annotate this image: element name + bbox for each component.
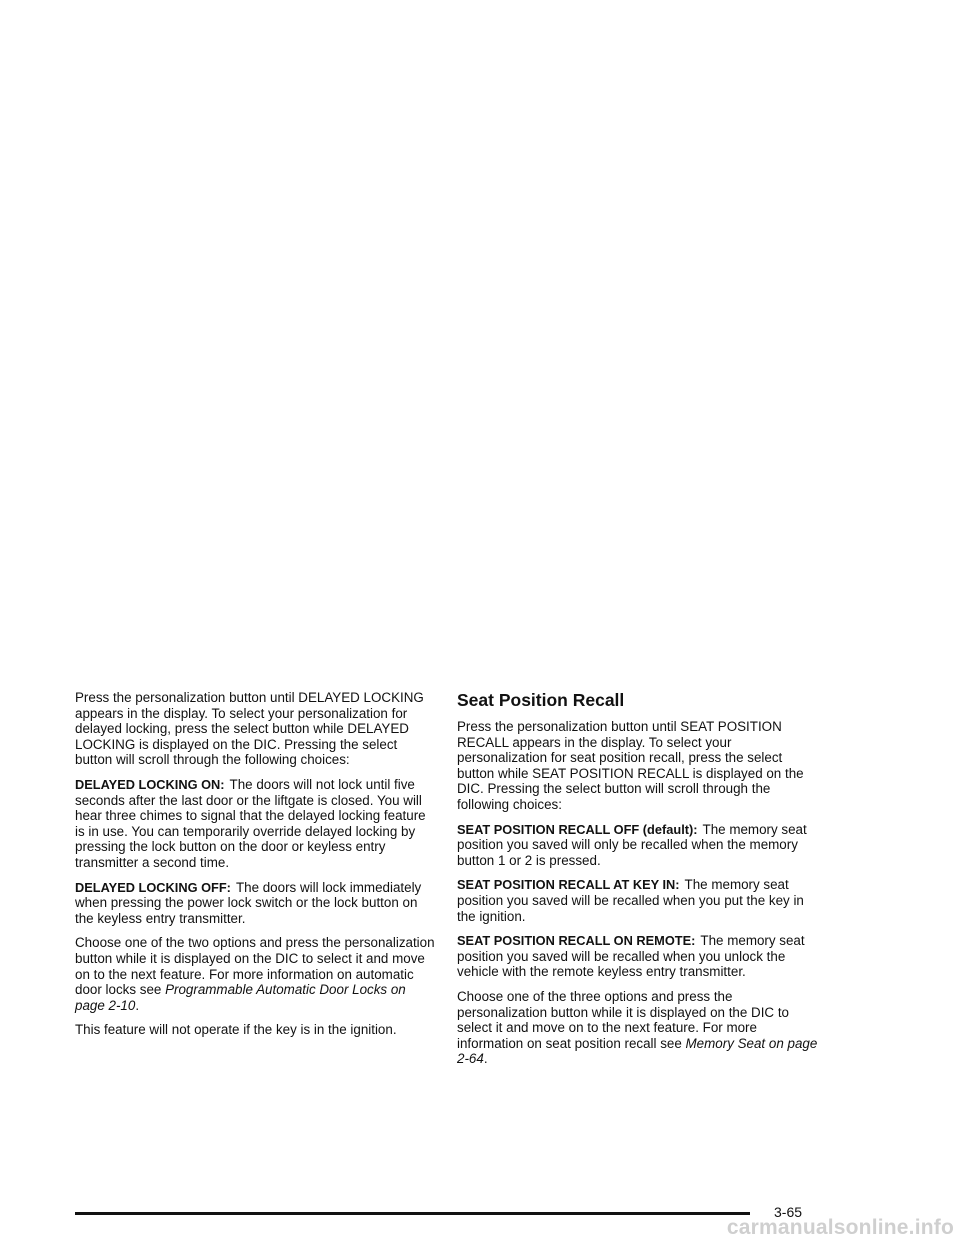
delayed-locking-off-option	[75, 880, 437, 927]
page-number: 3-65	[774, 1204, 803, 1220]
seat-recall-key-text: The memory seat position you saved will be recalled when you put the key in the ignition.	[457, 877, 804, 924]
door-locks-reference-link[interactable]: Programmable Automatic Door Locks on page 2-10	[75, 982, 406, 1013]
footer-rule	[75, 1212, 750, 1215]
seat-recall-choose-end: .	[483, 1051, 488, 1067]
delayed-locking-on-option	[75, 777, 437, 871]
watermark: carmanualsonline.info	[726, 1216, 954, 1239]
seat-recall-intro: Press the personalization button until SEAT POSITION RECALL appears in the display. To select your personalization for seat position recall, press the select button while SEAT POSITION RECALL is displayed on the DIC. Pressing the select button will scroll through the following choices:	[457, 719, 804, 812]
left-column	[75, 690, 437, 1047]
delayed-locking-off-text: The doors will lock immediately when pressing the power lock switch or the lock button on the keyless entry transmitter.	[75, 879, 422, 926]
delayed-locking-on-term: DELAYED LOCKING ON:	[75, 776, 225, 792]
seat-recall-off-text: The memory seat position you saved will only be recalled when the memory button 1 or 2 is pressed.	[457, 821, 807, 868]
seat-recall-remote-term: SEAT POSITION RECALL ON REMOTE:	[457, 933, 696, 949]
seat-recall-choose-text: Choose one of the three options and press the personalization button while it is displayed on the DIC to select it and move on to the next feature. For more information on seat position recall see	[457, 988, 789, 1051]
memory-seat-reference-link[interactable]: Memory Seat on page 2-64	[457, 1035, 818, 1067]
delayed-locking-intro: Press the personalization button until DELAYED LOCKING appears in the display. To select your personalization for delayed locking, press the select button while DELAYED LOCKING is displayed on the DIC. Pressing the select button will scroll through the following choices:	[75, 690, 424, 768]
seat-recall-choose	[457, 989, 819, 1067]
seat-recall-key-option	[457, 877, 819, 924]
seat-recall-key-term: SEAT POSITION RECALL AT KEY IN:	[457, 877, 680, 893]
seat-position-recall-heading: Seat Position Recall	[457, 690, 625, 710]
delayed-locking-on-text: The doors will not lock until five seconds after the last door or the liftgate is closed. You will hear three chimes to signal that the delayed locking feature is in use. You can temporarily override delayed locking by pressing the lock button on the door or keyless entry transmitter a second time.	[75, 776, 426, 870]
seat-recall-remote-text: The memory seat position you saved will be recalled when you unlock the vehicle with the remote keyless entry transmitter.	[457, 933, 805, 980]
delayed-locking-note: This feature will not operate if the key is in the ignition.	[75, 1022, 397, 1038]
seat-recall-off-term: SEAT POSITION RECALL OFF (default):	[457, 821, 698, 837]
delayed-locking-choose-end: .	[135, 997, 140, 1013]
seat-recall-remote-option	[457, 933, 819, 980]
right-column	[457, 690, 819, 1076]
delayed-locking-choose-text: Choose one of the two options and press the personalization button while it is displayed on the DIC to select it and move on to the next feature. For more information on automatic door locks see	[75, 935, 435, 998]
delayed-locking-choose	[75, 935, 437, 1013]
seat-recall-off-option	[457, 822, 819, 869]
delayed-locking-off-term: DELAYED LOCKING OFF:	[75, 879, 231, 895]
